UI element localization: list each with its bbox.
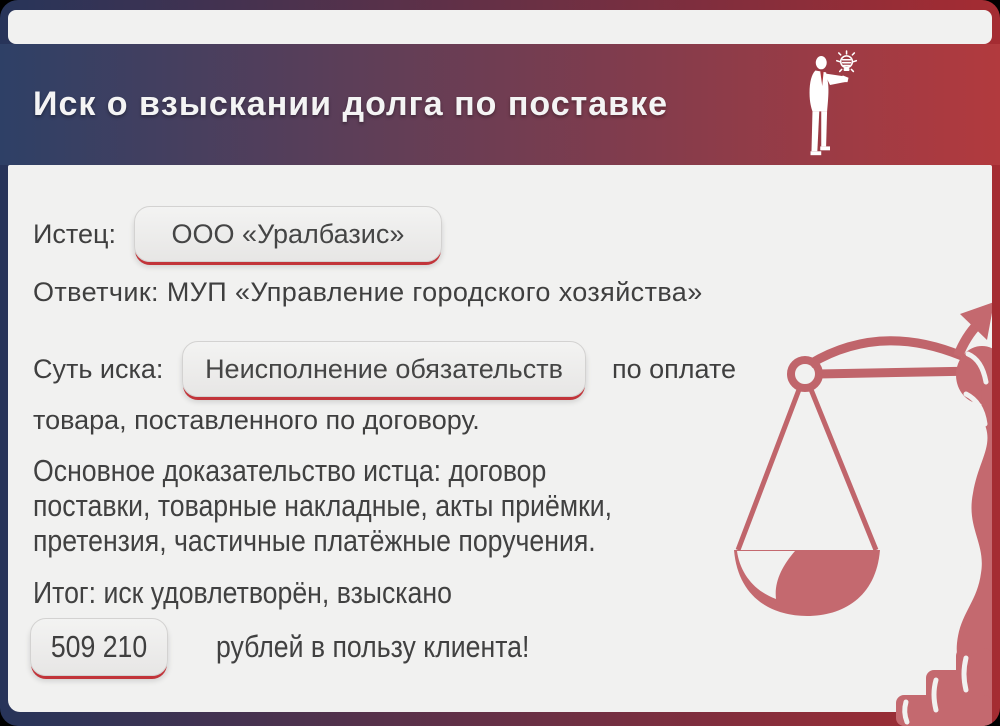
defendant-line: Ответчик: МУП «Управление городского хозяйства» <box>33 277 703 307</box>
evidence-line: претензия, частичные платёжные поручения. <box>33 523 596 558</box>
plaintiff-label: Истец: <box>33 218 116 249</box>
evidence-paragraph <box>33 453 706 558</box>
amount-value: 509 210 <box>50 629 148 664</box>
plaintiff-pill[interactable]: ООО «Уралбазис» <box>134 206 442 262</box>
businessman-with-lightbulb-icon <box>800 50 860 162</box>
claim-row <box>33 341 736 397</box>
evidence-line: поставки, товарные накладные, акты приёмки, <box>33 488 613 523</box>
amount-suffix: рублей в пользу клиента! <box>216 629 530 664</box>
amount-row <box>30 618 580 676</box>
evidence-line: Основное доказательство истца: договор <box>33 453 547 488</box>
content-panel <box>8 165 992 712</box>
top-strip <box>8 10 992 44</box>
claim-pill[interactable]: Неисполнение обязательств <box>182 341 586 397</box>
plaintiff-row <box>33 206 442 262</box>
claim-suffix: по оплате <box>612 353 737 384</box>
result-line: Итог: иск удовлетворён, взыскано <box>33 575 452 610</box>
claim-continuation: товара, поставленного по договору. <box>33 405 480 435</box>
claim-label: Суть иска: <box>33 353 164 384</box>
amount-pill[interactable] <box>30 618 168 676</box>
page-title: Иск о взыскании долга по поставке <box>33 85 669 123</box>
